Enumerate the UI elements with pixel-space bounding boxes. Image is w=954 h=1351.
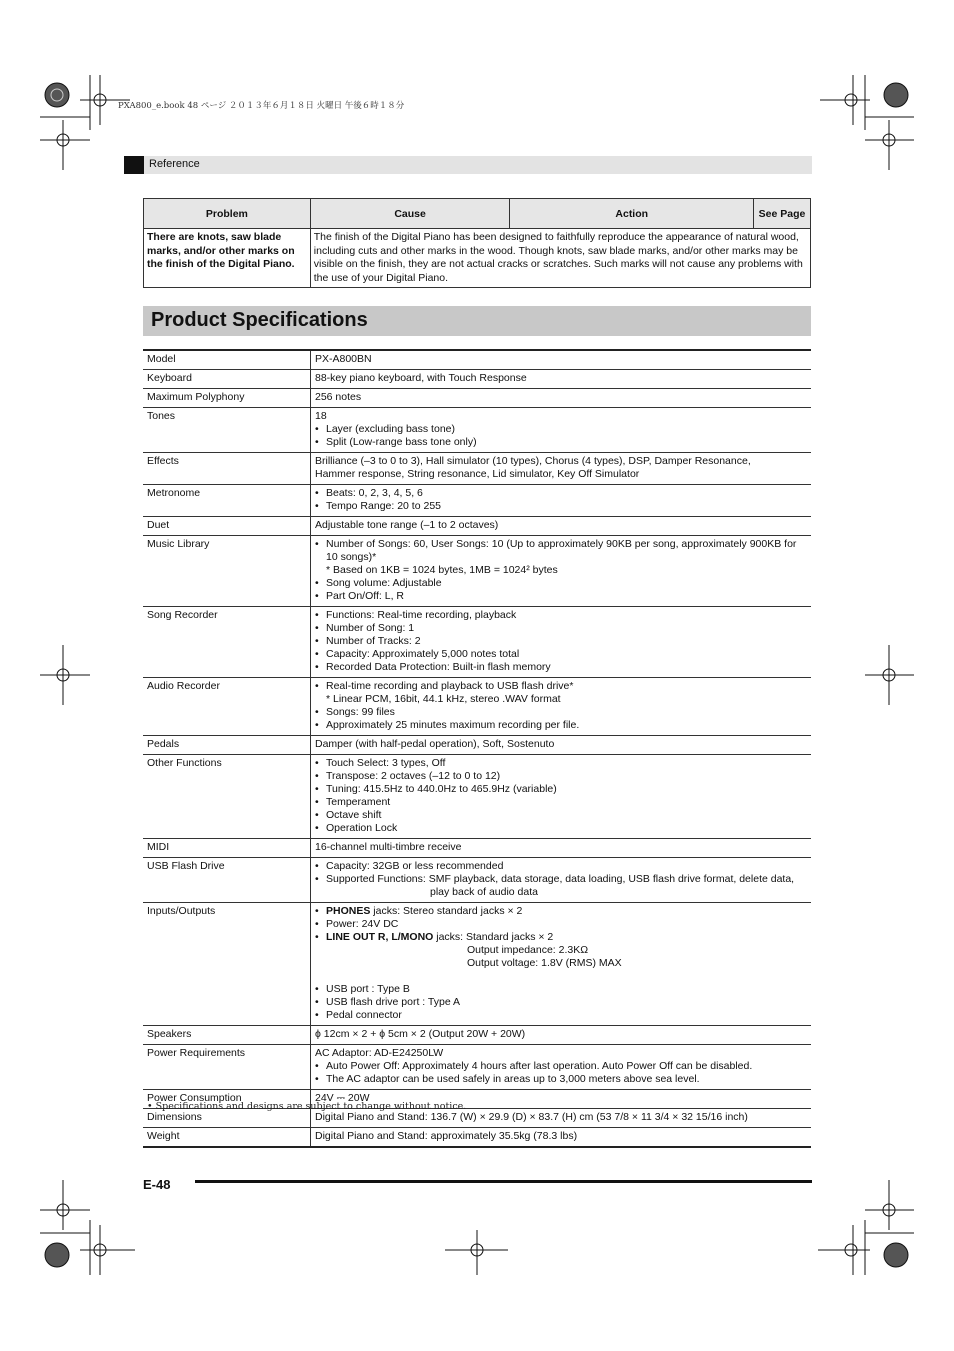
spec-value	[311, 736, 812, 755]
spec-bullet: • Approximately 25 minutes maximum recording per file.	[315, 719, 807, 732]
spec-row	[143, 903, 811, 1026]
spec-label: Music Library	[143, 536, 311, 607]
spec-label: Effects	[143, 453, 311, 485]
spec-continuation: play back of audio data	[430, 886, 538, 898]
spec-bullet-text: jacks: Standard jacks × 2	[436, 931, 554, 943]
spec-label: Song Recorder	[143, 607, 311, 678]
spec-value	[311, 755, 812, 839]
spec-label: Keyboard	[143, 370, 311, 389]
spec-line: Hammer response, String resonance, Lid simulator, Key Off Simulator	[315, 468, 640, 480]
spec-bullet: • Split (Low-range bass tone only)	[315, 436, 807, 449]
spec-bullet: • Part On/Off: L, R	[315, 590, 807, 603]
spec-row	[143, 536, 811, 607]
spec-value	[311, 903, 812, 1026]
spec-value	[311, 1128, 812, 1148]
spec-bullet: • Capacity: Approximately 5,000 notes total	[315, 648, 807, 661]
spec-row	[143, 839, 811, 858]
spec-label: MIDI	[143, 839, 311, 858]
spec-bullet: • Recorded Data Protection: Built-in flash memory	[315, 661, 807, 674]
spec-row	[143, 485, 811, 517]
specifications-table	[143, 349, 811, 1148]
spec-line: Damper (with half-pedal operation), Soft, Sostenuto	[315, 738, 555, 750]
spec-label: Power Requirements	[143, 1045, 311, 1090]
spec-line: PX-A800BN	[315, 353, 372, 365]
page-number: E-48	[143, 1177, 171, 1192]
spec-bullet: • Operation Lock	[315, 822, 807, 835]
page-title: Product Specifications	[151, 309, 368, 331]
section-label: Reference	[149, 158, 200, 170]
spec-note: * Linear PCM, 16bit, 44.1 kHz, stereo .WAV format	[326, 693, 561, 705]
column-header-action: Action	[510, 199, 754, 229]
spec-bullet: • Tuning: 415.5Hz to 440.0Hz to 465.9Hz (variable)	[315, 783, 807, 796]
spec-bullet: • Touch Select: 3 types, Off	[315, 757, 807, 770]
spec-bullet: • Number of Tracks: 2	[315, 635, 807, 648]
spec-line: Adjustable tone range (–1 to 2 octaves)	[315, 519, 499, 531]
spec-bold-term: PHONES	[326, 905, 371, 917]
spec-bullet: • Auto Power Off: Approximately 4 hours after last operation. Auto Power Off can be disabled.	[315, 1060, 807, 1073]
spec-row	[143, 408, 811, 453]
spec-value	[311, 678, 812, 736]
specifications-footnote: • Specifications and designs are subject to change without notice.	[147, 1101, 467, 1112]
spec-value	[311, 1045, 812, 1090]
spec-value	[311, 408, 812, 453]
spec-bullet: • Song volume: Adjustable	[315, 577, 807, 590]
spec-value	[311, 350, 812, 370]
spec-bullet: • Real-time recording and playback to USB flash drive*	[315, 680, 807, 693]
spec-row	[143, 678, 811, 736]
spec-bullet: • Temperament	[315, 796, 807, 809]
spec-bullet	[315, 931, 807, 944]
column-header-cause: Cause	[310, 199, 510, 229]
spec-value	[311, 839, 812, 858]
spec-row	[143, 736, 811, 755]
spec-line: 16-channel multi-timbre receive	[315, 841, 462, 853]
spec-bullet-text: jacks: Stereo standard jacks × 2	[373, 905, 523, 917]
spec-row	[143, 350, 811, 370]
spec-bold-term: LINE OUT R, L/MONO	[326, 931, 434, 943]
spec-bullet: • Beats: 0, 2, 3, 4, 5, 6	[315, 487, 807, 500]
spec-row	[143, 453, 811, 485]
spec-bullet	[315, 905, 807, 918]
spec-label: Inputs/Outputs	[143, 903, 311, 1026]
spec-note: * Based on 1KB = 1024 bytes, 1MB = 1024² bytes	[326, 564, 558, 576]
spec-line: Digital Piano and Stand: 136.7 (W) × 29.9 (D) × 83.7 (H) cm (53 7/8 × 11 3/4 × 32 15/16 inch)	[315, 1111, 748, 1123]
spec-line: AC Adaptor: AD-E24250LW	[315, 1047, 444, 1059]
spec-label: Speakers	[143, 1026, 311, 1045]
spec-line: Digital Piano and Stand: approximately 35.5kg (78.3 lbs)	[315, 1130, 578, 1142]
column-header-see-page: See Page	[754, 199, 811, 229]
spec-line: ϕ 12cm × 2 + ϕ 5cm × 2 (Output 20W + 20W)	[315, 1028, 526, 1040]
spec-bullet: • USB flash drive port : Type A	[315, 996, 807, 1009]
spec-value	[311, 453, 812, 485]
spec-row	[143, 1026, 811, 1045]
spec-value	[311, 389, 812, 408]
spec-bullet: • Tempo Range: 20 to 255	[315, 500, 807, 513]
spec-bullet: • Songs: 99 files	[315, 706, 807, 719]
spec-line: 88-key piano keyboard, with Touch Response	[315, 372, 527, 384]
title-bar	[143, 306, 811, 336]
spec-bullet: • Transpose: 2 octaves (–12 to 0 to 12)	[315, 770, 807, 783]
spec-line: Brilliance (–3 to 0 to 3), Hall simulator (10 types), Chorus (4 types), DSP, Damper Resonance,	[315, 455, 751, 467]
spec-label: Metronome	[143, 485, 311, 517]
spec-label: Power Consumption	[143, 1090, 311, 1109]
spec-row	[143, 517, 811, 536]
spec-value	[311, 858, 812, 903]
spec-value	[311, 1026, 812, 1045]
file-info-header: PXA800_e.book 48 ページ ２０１３年６月１８日 火曜日 午後６時１８分	[118, 101, 405, 111]
troubleshooting-table	[143, 198, 811, 288]
spec-bullet: • Power: 24V DC	[315, 918, 807, 931]
spec-bullet: • Octave shift	[315, 809, 807, 822]
troubleshooting-header-row	[144, 199, 811, 229]
spec-bullet: • The AC adaptor can be used safely in areas up to 3,000 meters above sea level.	[315, 1073, 807, 1086]
footer-rule	[195, 1180, 812, 1183]
troubleshooting-row	[144, 229, 811, 288]
spec-label: Model	[143, 350, 311, 370]
spec-bullet: • Number of Song: 1	[315, 622, 807, 635]
spec-continuation	[315, 970, 807, 983]
spec-row	[143, 1045, 811, 1090]
spec-row	[143, 607, 811, 678]
column-header-problem: Problem	[144, 199, 311, 229]
spec-row	[143, 1128, 811, 1148]
spec-row	[143, 389, 811, 408]
spec-label: Other Functions	[143, 755, 311, 839]
spec-bullet: • Layer (excluding bass tone)	[315, 423, 807, 436]
spec-continuation: Output voltage: 1.8V (RMS) MAX	[467, 957, 622, 969]
spec-bullet: • Supported Functions: SMF playback, data storage, data loading, USB flash drive format, delete data,	[315, 873, 807, 886]
spec-label: Weight	[143, 1128, 311, 1148]
spec-row	[143, 370, 811, 389]
spec-line: 18	[315, 410, 327, 422]
spec-label: Audio Recorder	[143, 678, 311, 736]
spec-value	[311, 485, 812, 517]
spec-bullet: • Pedal connector	[315, 1009, 807, 1022]
spec-value	[311, 517, 812, 536]
spec-label: Dimensions	[143, 1109, 311, 1128]
spec-line: 24V ⎓ 20W	[315, 1092, 370, 1104]
spec-label: Tones	[143, 408, 311, 453]
spec-label: Pedals	[143, 736, 311, 755]
spec-value	[311, 607, 812, 678]
spec-bullet: • Capacity: 32GB or less recommended	[315, 860, 807, 873]
spec-value	[311, 536, 812, 607]
spec-label: USB Flash Drive	[143, 858, 311, 903]
section-header-bar	[124, 156, 812, 174]
spec-value	[311, 370, 812, 389]
section-marker	[124, 156, 144, 174]
spec-bullet: • Functions: Real-time recording, playback	[315, 609, 807, 622]
spec-label: Duet	[143, 517, 311, 536]
spec-continuation: Output impedance: 2.3KΩ	[467, 944, 589, 956]
spec-bullet: • Number of Songs: 60, User Songs: 10 (Up to approximately 90KB per song, approximately 900KB for 10 songs)*	[315, 538, 807, 564]
spec-row	[143, 755, 811, 839]
explanation-cell: The finish of the Digital Piano has been designed to faithfully reproduce the appearance of natural wood, including cuts and other marks in the wood. Though knots, saw blade marks, and/or other marks may be visible on the finish, they are not actual cracks or scratches. Such marks will not cause any problems with the use of your Digital Piano.	[310, 229, 810, 288]
spec-row	[143, 858, 811, 903]
spec-line: 256 notes	[315, 391, 362, 403]
spec-bullet: • USB port : Type B	[315, 983, 807, 996]
spec-label: Maximum Polyphony	[143, 389, 311, 408]
problem-cell: There are knots, saw blade marks, and/or other marks on the finish of the Digital Piano.	[144, 229, 311, 288]
